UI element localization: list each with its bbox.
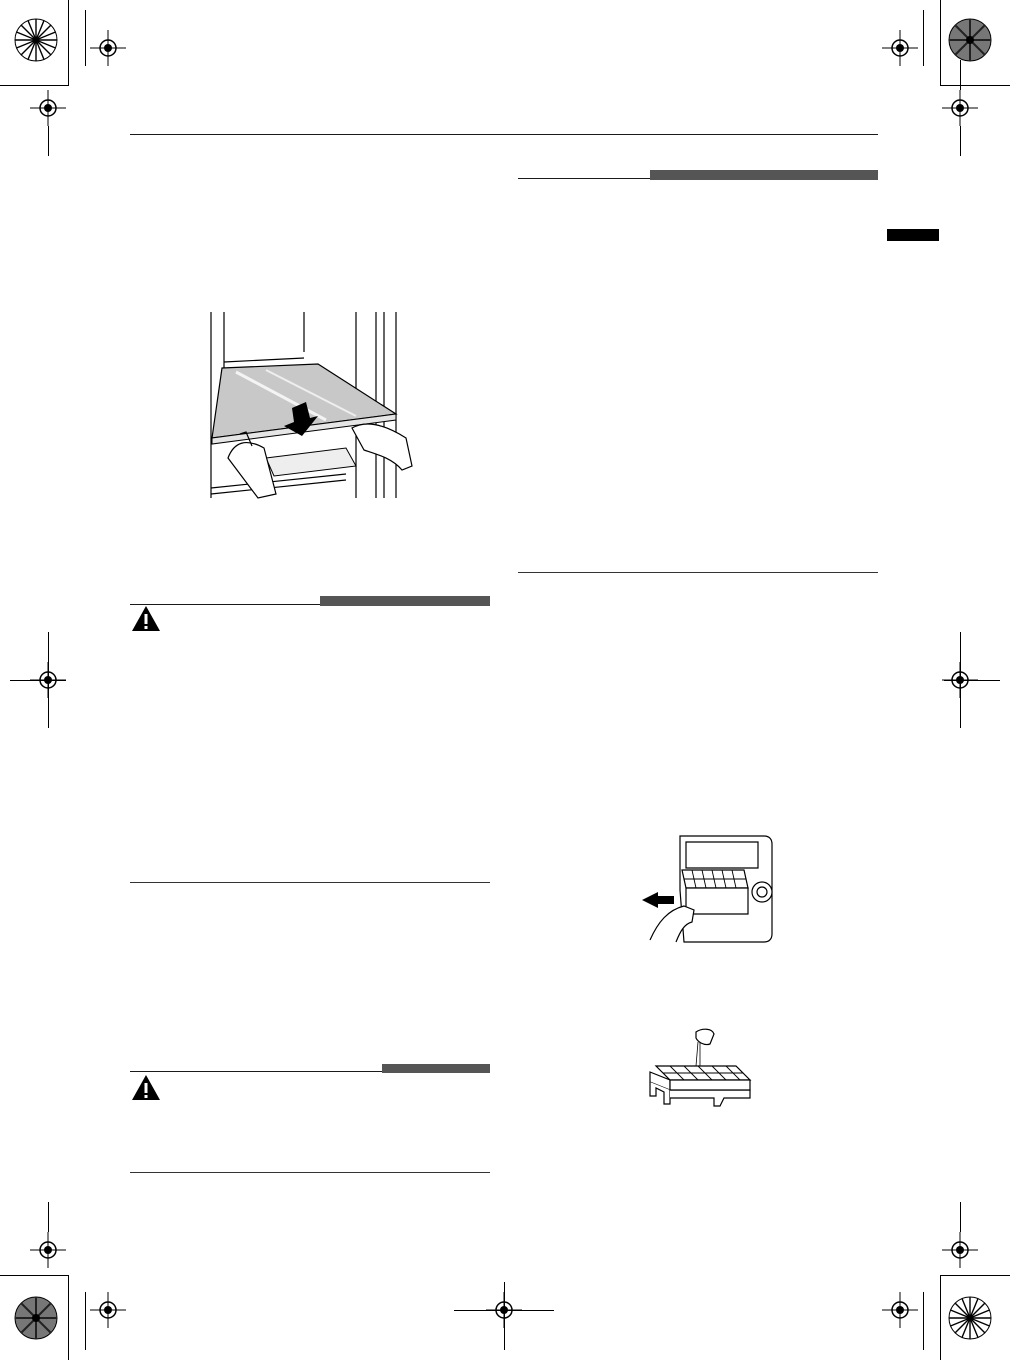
color-wheel-icon xyxy=(948,18,992,62)
crop-mark xyxy=(68,0,69,86)
crop-mark xyxy=(944,680,1000,681)
header-rule xyxy=(130,134,878,135)
pull-out-ice-tray-illustration xyxy=(640,830,776,946)
section-rule xyxy=(130,1071,382,1072)
crop-mark xyxy=(48,126,49,156)
crop-mark xyxy=(960,126,961,156)
registration-mark-icon xyxy=(942,1232,978,1268)
crop-mark xyxy=(0,1275,68,1276)
crop-mark xyxy=(940,0,941,86)
crop-mark xyxy=(940,1275,1010,1276)
crop-mark xyxy=(923,10,924,66)
section-heading-bar xyxy=(650,170,878,180)
registration-mark-icon xyxy=(30,1232,66,1268)
caution-heading-bar xyxy=(320,596,490,606)
registration-mark-icon xyxy=(882,1292,918,1328)
section-rule xyxy=(130,1172,490,1173)
crop-mark xyxy=(68,1275,69,1360)
crop-mark xyxy=(960,1202,961,1232)
crop-mark xyxy=(504,1282,505,1350)
color-wheel-icon xyxy=(14,18,58,62)
crop-mark xyxy=(48,1202,49,1232)
registration-mark-icon xyxy=(30,90,66,126)
crop-mark xyxy=(923,1292,924,1350)
crop-mark xyxy=(940,85,1010,86)
section-rule xyxy=(518,178,650,179)
remove-glass-shelf-illustration xyxy=(206,308,418,504)
registration-mark-icon xyxy=(942,90,978,126)
section-rule xyxy=(130,882,490,883)
crop-mark xyxy=(10,680,66,681)
crop-mark xyxy=(940,1275,941,1360)
caution-heading-bar xyxy=(382,1064,490,1073)
crop-mark xyxy=(85,10,86,66)
section-rule xyxy=(518,572,878,573)
color-wheel-icon xyxy=(948,1296,992,1340)
warning-triangle-icon xyxy=(131,605,161,633)
crop-mark xyxy=(0,85,68,86)
registration-mark-icon xyxy=(882,30,918,66)
crop-mark xyxy=(960,60,961,90)
registration-mark-icon xyxy=(90,1292,126,1328)
crop-mark xyxy=(85,1292,86,1350)
color-wheel-icon xyxy=(14,1296,58,1340)
fill-ice-tray-with-water-illustration xyxy=(640,1026,758,1114)
registration-mark-icon xyxy=(90,30,126,66)
language-tab xyxy=(887,229,939,241)
warning-triangle-icon xyxy=(131,1074,161,1102)
